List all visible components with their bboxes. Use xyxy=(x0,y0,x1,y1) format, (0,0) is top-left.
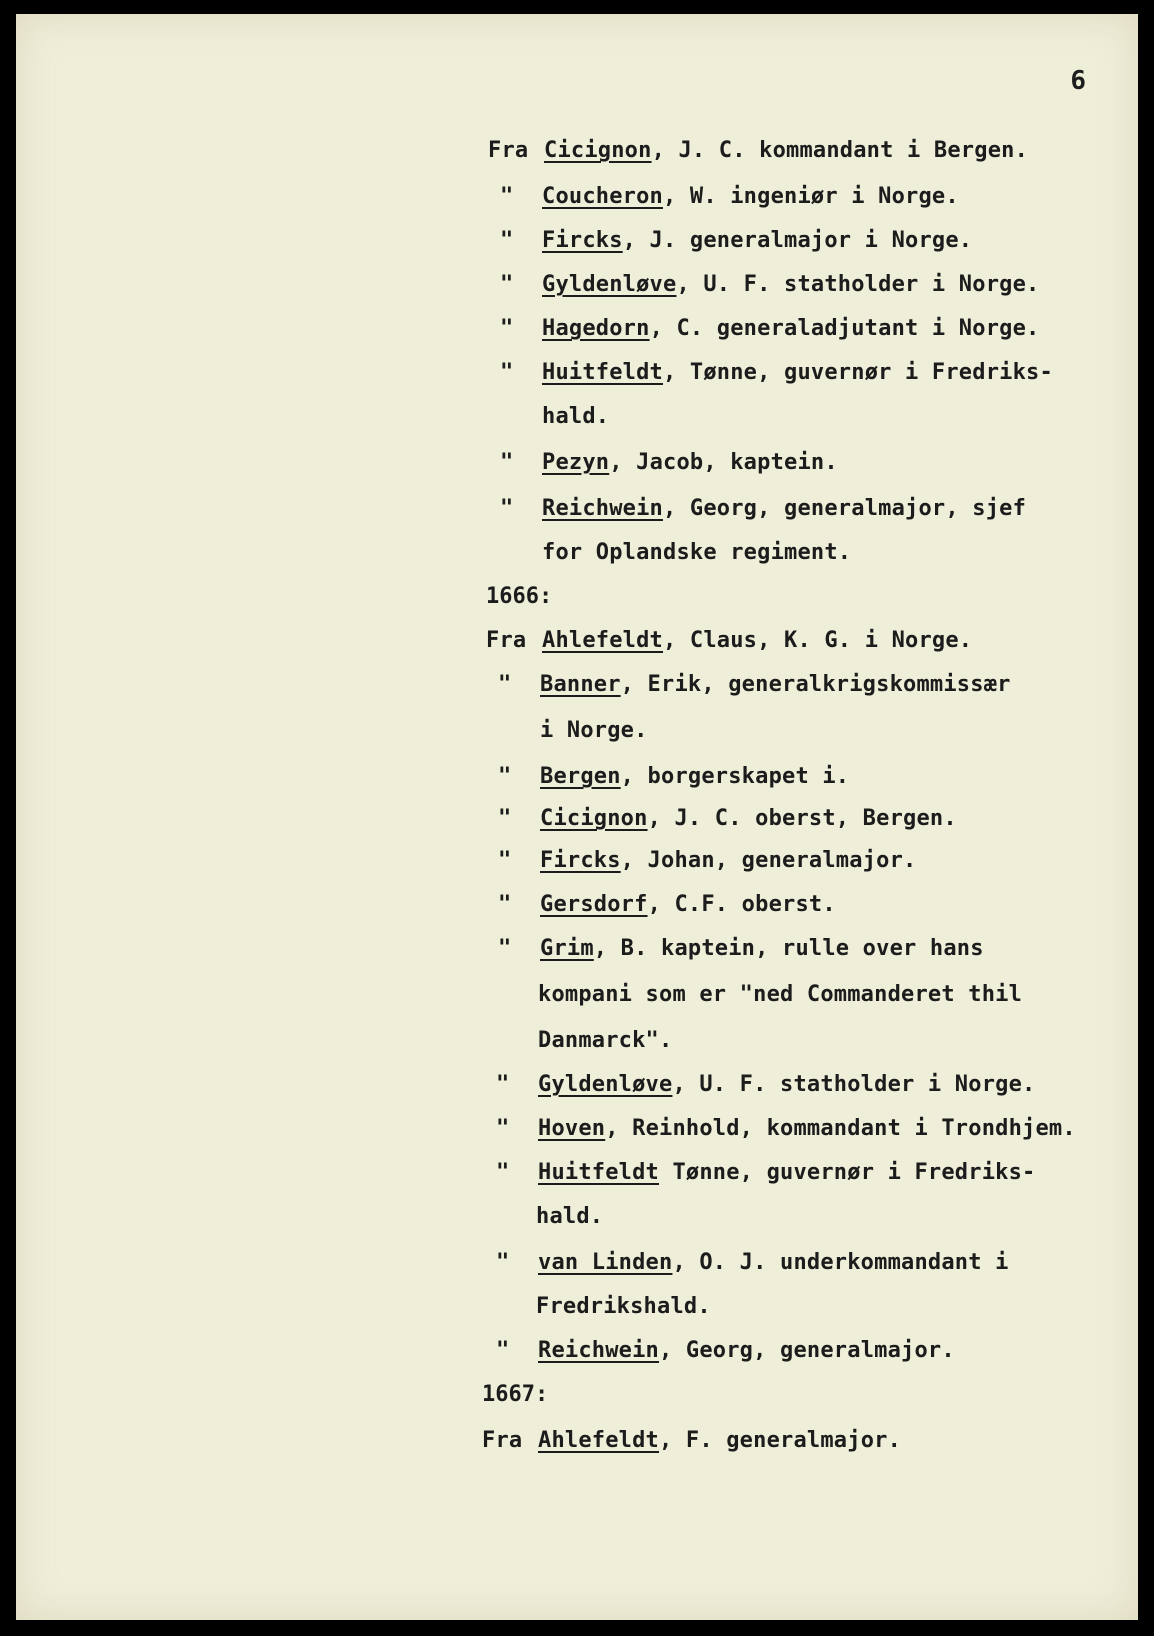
entry-name: Ahlefeldt xyxy=(542,628,664,653)
list-item-continuation: hald. xyxy=(536,1204,604,1229)
list-item: " Huitfeldt, Tønne, guvernør i Fredriks- xyxy=(500,360,1053,385)
list-item-continuation: hald. xyxy=(542,404,610,429)
year-heading: 1666: xyxy=(486,584,553,609)
entry-name: Gyldenløve xyxy=(538,1072,673,1097)
list-item: " Reichwein, Georg, generalmajor. xyxy=(496,1338,955,1363)
entry-name: Huitfeldt xyxy=(542,360,664,385)
entry-name: Fircks xyxy=(540,848,621,873)
list-item: " Gersdorf, C.F. oberst. xyxy=(498,892,836,917)
year-heading: 1667: xyxy=(482,1382,549,1407)
list-item: " Hagedorn, C. generaladjutant i Norge. xyxy=(500,316,1040,341)
list-item: " Huitfeldt Tønne, guvernør i Fredriks- xyxy=(496,1160,1036,1185)
entry-name: Hoven xyxy=(538,1116,606,1141)
list-item: " Gyldenløve, U. F. statholder i Norge. xyxy=(496,1072,1036,1097)
entry-name: Grim xyxy=(540,936,594,961)
entry-name: Gyldenløve xyxy=(542,272,677,297)
list-item-continuation: for Oplandske regiment. xyxy=(542,540,852,565)
document-page xyxy=(16,14,1138,1620)
entry-name: Coucheron xyxy=(542,184,664,209)
list-item: " Fircks, J. generalmajor i Norge. xyxy=(500,228,973,253)
list-item-continuation: Danmarck". xyxy=(538,1028,673,1053)
entry-name: Cicignon xyxy=(544,138,652,163)
entry-name: Pezyn xyxy=(542,450,610,475)
entry-name: Reichwein xyxy=(542,496,664,521)
list-item: " van Linden, O. J. underkommandant i xyxy=(496,1250,1009,1275)
list-item: " Cicignon, J. C. oberst, Bergen. xyxy=(498,806,957,831)
list-item: Fra Ahlefeldt, Claus, K. G. i Norge. xyxy=(486,628,973,653)
entry-name: Hagedorn xyxy=(542,316,650,341)
list-item: " Fircks, Johan, generalmajor. xyxy=(498,848,917,873)
list-item-continuation: kompani som er "ned Commanderet thil xyxy=(538,982,1023,1007)
entry-name: Cicignon xyxy=(540,806,648,831)
entry-name: Gersdorf xyxy=(540,892,648,917)
list-item: " Gyldenløve, U. F. statholder i Norge. xyxy=(500,272,1040,297)
entry-name: Huitfeldt xyxy=(538,1160,660,1185)
entry-name: Ahlefeldt xyxy=(538,1428,660,1453)
list-item: " Banner, Erik, generalkrigskommissær xyxy=(498,672,1011,697)
list-item: " Hoven, Reinhold, kommandant i Trondhjem. xyxy=(496,1116,1076,1141)
list-item: " Grim, B. kaptein, rulle over hans xyxy=(498,936,984,961)
entry-name: Banner xyxy=(540,672,621,697)
list-item-continuation: i Norge. xyxy=(540,718,648,743)
page-number: 6 xyxy=(1070,66,1086,96)
list-item: Fra Ahlefeldt, F. generalmajor. xyxy=(482,1428,902,1453)
list-item: " Pezyn, Jacob, kaptein. xyxy=(500,450,838,475)
list-item: Fra Cicignon, J. C. kommandant i Bergen. xyxy=(488,138,1029,163)
list-item-continuation: Fredrikshald. xyxy=(536,1294,711,1319)
list-item: " Bergen, borgerskapet i. xyxy=(498,764,850,789)
entry-name: van Linden xyxy=(538,1250,673,1275)
entry-name: Fircks xyxy=(542,228,623,253)
list-item: " Reichwein, Georg, generalmajor, sjef xyxy=(500,496,1027,521)
entry-name: Reichwein xyxy=(538,1338,660,1363)
entry-name: Bergen xyxy=(540,764,621,789)
list-item: " Coucheron, W. ingeniør i Norge. xyxy=(500,184,959,209)
